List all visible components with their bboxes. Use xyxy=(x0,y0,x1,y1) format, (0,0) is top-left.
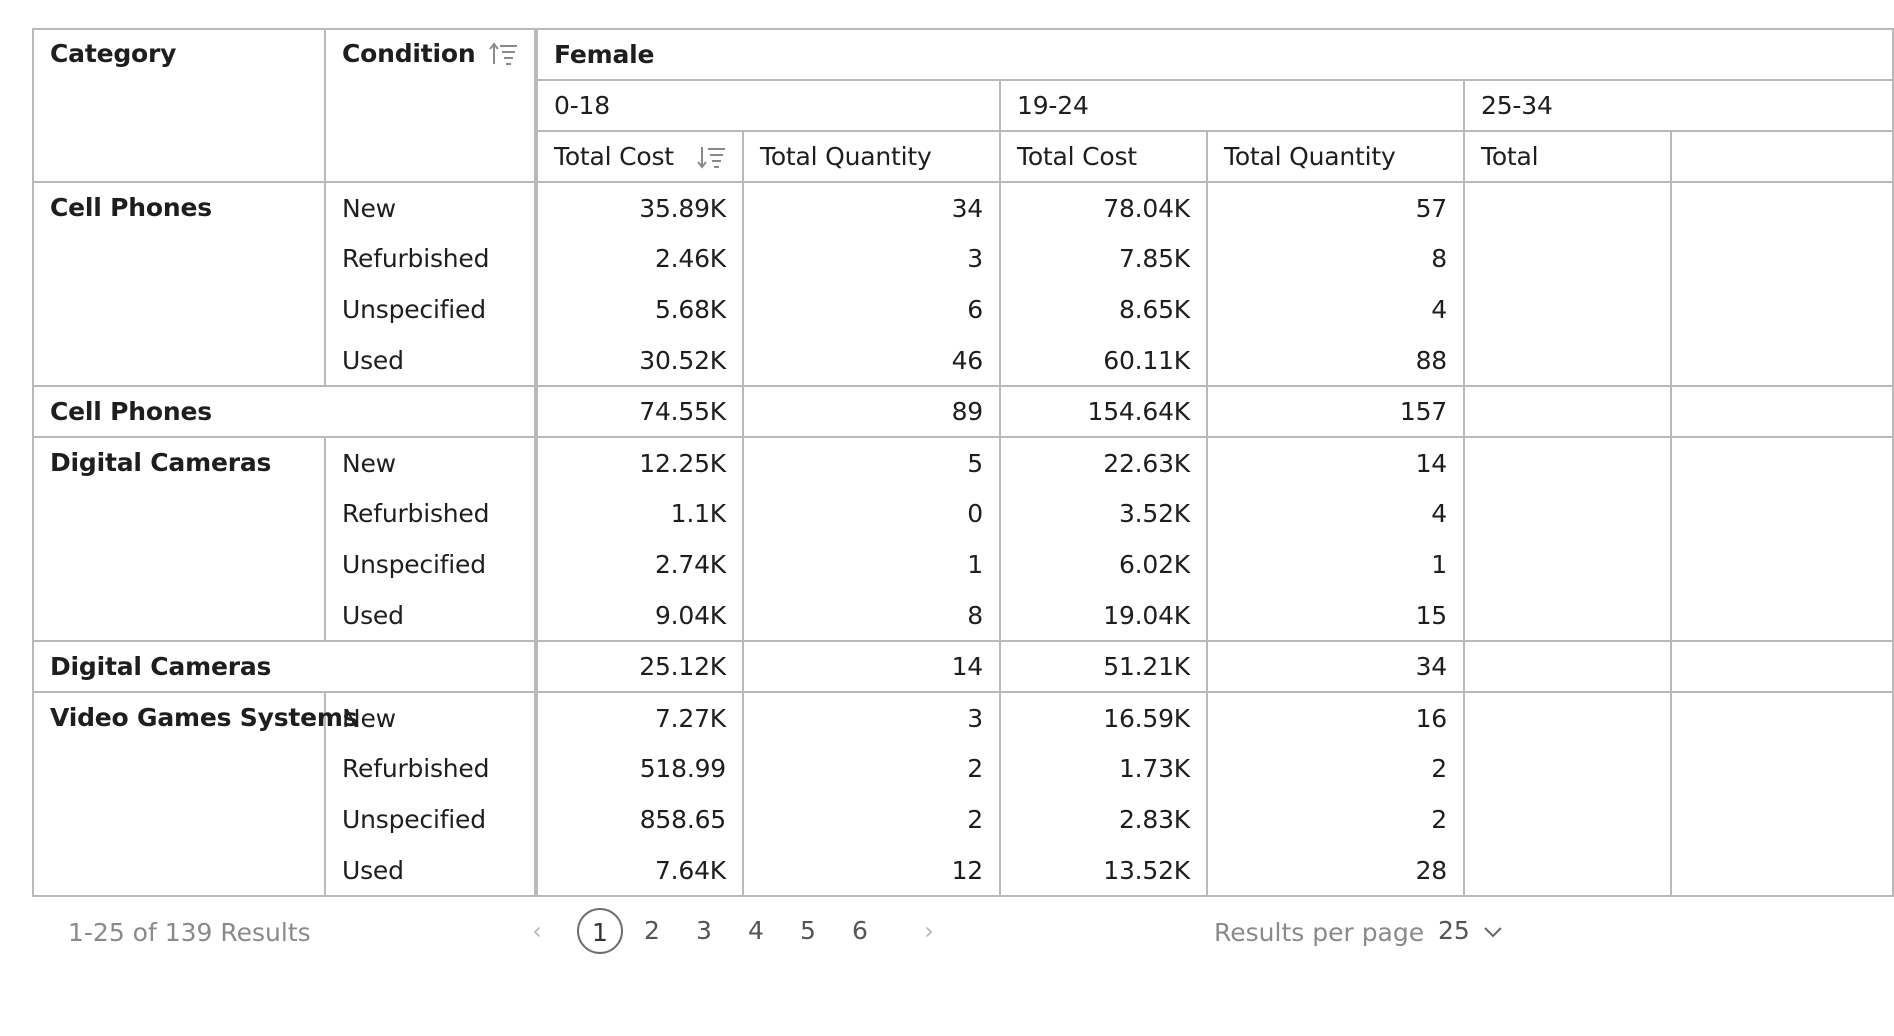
pager xyxy=(520,908,946,954)
value-cell: 0 xyxy=(743,488,1000,539)
value-cell xyxy=(1671,590,1893,641)
value-cell xyxy=(1464,845,1671,896)
results-count: 1-25 of 139 Results xyxy=(68,918,311,947)
results-per-page-value: 25 xyxy=(1438,916,1470,945)
value-cell: 1.73K xyxy=(1000,743,1207,794)
pivot-table xyxy=(32,28,1894,897)
condition-cell: Refurbished xyxy=(325,743,536,794)
condition-cell: Refurbished xyxy=(325,233,536,284)
value-cell: 8.65K xyxy=(1000,284,1207,335)
value-cell xyxy=(1671,233,1893,284)
value-cell: 16.59K xyxy=(1000,692,1207,743)
subtotal-cell xyxy=(1671,641,1893,692)
value-cell: 5.68K xyxy=(536,284,743,335)
value-cell: 14 xyxy=(1207,437,1464,488)
value-cell: 34 xyxy=(743,182,1000,233)
header-age-label: 0-18 xyxy=(554,91,610,120)
value-cell: 15 xyxy=(1207,590,1464,641)
value-cell xyxy=(1671,284,1893,335)
condition-cell: New xyxy=(325,692,536,743)
value-cell: 22.63K xyxy=(1000,437,1207,488)
value-cell xyxy=(1671,794,1893,845)
condition-cell: Unspecified xyxy=(325,284,536,335)
value-cell xyxy=(1671,539,1893,590)
header-measure-label: Total xyxy=(1481,142,1539,171)
value-cell: 2.74K xyxy=(536,539,743,590)
header-measure-total-cost[interactable] xyxy=(1000,131,1207,182)
sort-descending-icon[interactable] xyxy=(696,144,726,170)
header-measure-label: Total Quantity xyxy=(1224,142,1396,171)
sort-ascending-icon[interactable] xyxy=(488,41,518,67)
header-age-0-18[interactable] xyxy=(536,80,1000,131)
value-cell: 3 xyxy=(743,233,1000,284)
value-cell: 13.52K xyxy=(1000,845,1207,896)
value-cell xyxy=(1464,284,1671,335)
value-cell: 12 xyxy=(743,845,1000,896)
header-gender-label: Female xyxy=(554,40,655,69)
value-cell: 518.99 xyxy=(536,743,743,794)
subtotal-cell: 157 xyxy=(1207,386,1464,437)
prev-page-button[interactable]: ‹ xyxy=(532,917,542,945)
header-measure-empty xyxy=(1671,131,1893,182)
value-cell xyxy=(1671,692,1893,743)
header-age-19-24[interactable] xyxy=(1000,80,1464,131)
page-button-3[interactable]: 3 xyxy=(696,916,712,945)
table-row xyxy=(33,692,1893,743)
table-row xyxy=(33,182,1893,233)
value-cell xyxy=(1464,437,1671,488)
results-per-page-label: Results per page xyxy=(1214,918,1425,947)
value-cell xyxy=(1464,233,1671,284)
category-cell: Digital Cameras xyxy=(33,437,325,641)
value-cell: 6.02K xyxy=(1000,539,1207,590)
value-cell: 16 xyxy=(1207,692,1464,743)
value-cell: 1 xyxy=(1207,539,1464,590)
header-condition[interactable] xyxy=(325,29,536,182)
header-age-25-34[interactable] xyxy=(1464,80,1893,131)
next-page-button[interactable]: › xyxy=(924,917,934,945)
value-cell: 2 xyxy=(1207,743,1464,794)
subtotal-row xyxy=(33,641,1893,692)
value-cell xyxy=(1671,743,1893,794)
results-per-page-select[interactable] xyxy=(1438,916,1504,945)
subtotal-cell xyxy=(1464,641,1671,692)
value-cell: 2 xyxy=(743,743,1000,794)
value-cell xyxy=(1464,539,1671,590)
condition-cell: Refurbished xyxy=(325,488,536,539)
header-age-label: 25-34 xyxy=(1481,91,1553,120)
value-cell xyxy=(1464,182,1671,233)
condition-cell: Unspecified xyxy=(325,794,536,845)
header-measure-label: Total Cost xyxy=(554,142,674,171)
condition-cell: Used xyxy=(325,590,536,641)
subtotal-cell: 14 xyxy=(743,641,1000,692)
value-cell: 4 xyxy=(1207,488,1464,539)
page-button-4[interactable]: 4 xyxy=(748,916,764,945)
value-cell xyxy=(1671,488,1893,539)
subtotal-cell xyxy=(1464,386,1671,437)
value-cell: 1.1K xyxy=(536,488,743,539)
category-cell: Video Games Systems xyxy=(33,692,325,896)
page-button-2[interactable]: 2 xyxy=(644,916,660,945)
value-cell: 19.04K xyxy=(1000,590,1207,641)
category-cell: Cell Phones xyxy=(33,182,325,386)
header-measure-total-quantity[interactable] xyxy=(743,131,1000,182)
value-cell xyxy=(1464,488,1671,539)
condition-cell: New xyxy=(325,182,536,233)
value-cell: 88 xyxy=(1207,335,1464,386)
value-cell: 28 xyxy=(1207,845,1464,896)
value-cell xyxy=(1464,335,1671,386)
value-cell: 2.83K xyxy=(1000,794,1207,845)
header-gender-female[interactable] xyxy=(536,29,1893,80)
header-condition-label: Condition xyxy=(342,39,476,68)
value-cell: 7.27K xyxy=(536,692,743,743)
value-cell: 57 xyxy=(1207,182,1464,233)
value-cell: 7.85K xyxy=(1000,233,1207,284)
value-cell: 7.64K xyxy=(536,845,743,896)
header-age-label: 19-24 xyxy=(1017,91,1089,120)
subtotal-label: Cell Phones xyxy=(33,386,536,437)
subtotal-cell: 74.55K xyxy=(536,386,743,437)
header-measure-total[interactable] xyxy=(1464,131,1671,182)
value-cell: 5 xyxy=(743,437,1000,488)
value-cell: 9.04K xyxy=(536,590,743,641)
value-cell: 4 xyxy=(1207,284,1464,335)
value-cell xyxy=(1671,845,1893,896)
value-cell: 78.04K xyxy=(1000,182,1207,233)
subtotal-cell: 25.12K xyxy=(536,641,743,692)
value-cell xyxy=(1671,182,1893,233)
value-cell: 8 xyxy=(1207,233,1464,284)
page-button-1[interactable]: 1 xyxy=(577,908,623,954)
value-cell xyxy=(1464,743,1671,794)
value-cell: 46 xyxy=(743,335,1000,386)
value-cell xyxy=(1671,437,1893,488)
value-cell: 60.11K xyxy=(1000,335,1207,386)
value-cell xyxy=(1464,794,1671,845)
subtotal-cell xyxy=(1671,386,1893,437)
value-cell: 3 xyxy=(743,692,1000,743)
value-cell: 2 xyxy=(743,794,1000,845)
subtotal-cell: 51.21K xyxy=(1000,641,1207,692)
value-cell: 2 xyxy=(1207,794,1464,845)
value-cell: 35.89K xyxy=(536,182,743,233)
subtotal-row xyxy=(33,386,1893,437)
value-cell: 12.25K xyxy=(536,437,743,488)
condition-cell: Used xyxy=(325,335,536,386)
value-cell: 30.52K xyxy=(536,335,743,386)
value-cell: 2.46K xyxy=(536,233,743,284)
value-cell: 8 xyxy=(743,590,1000,641)
pagination-bar xyxy=(0,900,1662,970)
value-cell: 1 xyxy=(743,539,1000,590)
subtotal-label: Digital Cameras xyxy=(33,641,536,692)
value-cell xyxy=(1464,590,1671,641)
pivot-table-container[interactable] xyxy=(32,28,1630,926)
table-row xyxy=(33,437,1893,488)
value-cell: 6 xyxy=(743,284,1000,335)
subtotal-cell: 34 xyxy=(1207,641,1464,692)
value-cell xyxy=(1464,692,1671,743)
header-measure-total-cost[interactable] xyxy=(536,131,743,182)
subtotal-cell: 154.64K xyxy=(1000,386,1207,437)
header-measure-label: Total Quantity xyxy=(760,142,932,171)
header-measure-total-quantity[interactable] xyxy=(1207,131,1464,182)
page-button-5[interactable]: 5 xyxy=(800,916,816,945)
page-button-6[interactable]: 6 xyxy=(852,916,868,945)
condition-cell: Unspecified xyxy=(325,539,536,590)
subtotal-cell: 89 xyxy=(743,386,1000,437)
value-cell: 858.65 xyxy=(536,794,743,845)
value-cell xyxy=(1671,335,1893,386)
header-measure-label: Total Cost xyxy=(1017,142,1137,171)
condition-cell: Used xyxy=(325,845,536,896)
value-cell: 3.52K xyxy=(1000,488,1207,539)
header-category[interactable] xyxy=(33,29,325,182)
header-category-label: Category xyxy=(50,39,177,68)
chevron-down-icon xyxy=(1482,916,1504,945)
condition-cell: New xyxy=(325,437,536,488)
